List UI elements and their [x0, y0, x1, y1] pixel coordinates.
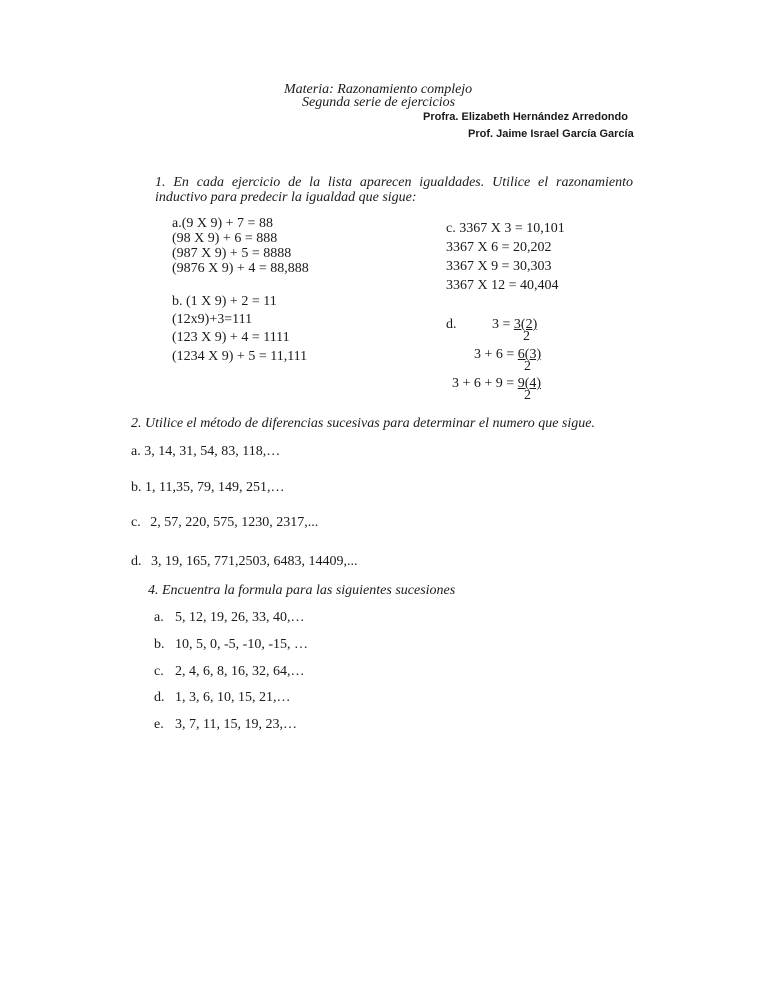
exercise-d-row-3-lhs: 3 + 6 + 9 = — [452, 376, 518, 391]
exercise-a-line-4: (9876 X 9) + 4 = 88,888 — [172, 261, 309, 276]
exercise-a-line-2: (98 X 9) + 6 = 888 — [172, 231, 278, 246]
sequence-item-b-label: b. — [131, 480, 142, 495]
sequence-item-c-label: c. — [131, 515, 141, 530]
course-title: Materia: Razonamiento complejo — [284, 82, 473, 97]
sequence-item-d-text: 3, 19, 165, 771,2503, 6483, 14409,... — [151, 554, 358, 569]
series-title: Segunda serie de ejercicios — [302, 95, 456, 110]
exercise-c-line-2: 3367 X 6 = 20,202 — [446, 240, 552, 255]
exercise-d-row-1 — [492, 317, 537, 333]
section-1-instruction: 1. En cada ejercicio de la lista aparecen igualdades. Utilice el razonamiento inductivo para predecir la igualdad que sigue: — [155, 175, 633, 205]
formula-item-e-text: 3, 7, 11, 15, 19, 23,… — [175, 717, 297, 732]
exercise-b-line-3: (123 X 9) + 4 = 1111 — [172, 330, 290, 345]
formula-item-e — [154, 717, 297, 733]
exercise-d-row-2-lhs: 3 + 6 = — [474, 347, 518, 362]
exercise-c-line-3: 3367 X 9 = 30,303 — [446, 259, 552, 274]
sequence-item-d-label: d. — [131, 554, 142, 569]
formula-item-b-label: b. — [154, 637, 165, 652]
exercise-d-row-2-denominator: 2 — [524, 359, 531, 374]
exercise-d-row-3-denominator: 2 — [524, 388, 531, 403]
exercise-a-line-3: (987 X 9) + 5 = 8888 — [172, 246, 292, 261]
formula-item-b — [154, 637, 308, 653]
teacher-name-2: Prof. Jaime Israel García García — [468, 128, 634, 140]
formula-item-a-label: a. — [154, 610, 164, 625]
exercise-d-row-1-denominator: 2 — [523, 329, 530, 344]
exercise-a-line-1: a.(9 X 9) + 7 = 88 — [172, 216, 273, 231]
formula-item-c — [154, 664, 305, 680]
exercise-b-line-4: (1234 X 9) + 5 = 11,111 — [172, 349, 308, 364]
formula-item-e-label: e. — [154, 717, 164, 732]
exercise-d-row-1-numerator: 3(2) — [513, 317, 538, 332]
sequence-item-a-text: 3, 14, 31, 54, 83, 118,… — [144, 444, 281, 459]
exercise-c-line-4: 3367 X 12 = 40,404 — [446, 278, 559, 293]
formula-item-a-text: 5, 12, 19, 26, 33, 40,… — [175, 610, 305, 625]
exercise-d-row-1-lhs: 3 = — [492, 317, 514, 332]
formula-item-a — [154, 610, 305, 626]
sequence-item-c — [131, 515, 318, 531]
formula-item-d-label: d. — [154, 690, 165, 705]
section-2-instruction: 2. Utilice el método de diferencias sucesivas para determinar el numero que sigue. — [131, 416, 595, 431]
formula-item-d-text: 1, 3, 6, 10, 15, 21,… — [175, 690, 291, 705]
exercise-d-label: d. — [446, 317, 457, 332]
sequence-item-d — [131, 554, 358, 570]
sequence-item-a — [131, 444, 280, 460]
formula-item-c-text: 2, 4, 6, 8, 16, 32, 64,… — [175, 664, 305, 679]
teacher-name-1: Profra. Elizabeth Hernández Arredondo — [423, 111, 628, 123]
exercise-c-line-1: c. 3367 X 3 = 10,101 — [446, 221, 565, 236]
formula-item-d — [154, 690, 291, 706]
exercise-b-line-2: (12x9)+3=111 — [172, 312, 253, 327]
sequence-item-b — [131, 480, 284, 496]
sequence-item-b-text: 1, 11,35, 79, 149, 251,… — [145, 480, 285, 495]
section-4-instruction: 4. Encuentra la formula para las siguientes sucesiones — [148, 583, 456, 598]
exercise-d-row-3-numerator: 9(4) — [517, 376, 542, 391]
exercise-d-row-2-numerator: 6(3) — [517, 347, 542, 362]
exercise-b-line-1: b. (1 X 9) + 2 = 11 — [172, 294, 277, 309]
sequence-item-c-text: 2, 57, 220, 575, 1230, 2317,... — [150, 515, 319, 530]
exercise-d-row-2 — [474, 347, 541, 363]
formula-item-b-text: 10, 5, 0, -5, -10, -15, … — [175, 637, 308, 652]
formula-item-c-label: c. — [154, 664, 164, 679]
sequence-item-a-label: a. — [131, 444, 141, 459]
